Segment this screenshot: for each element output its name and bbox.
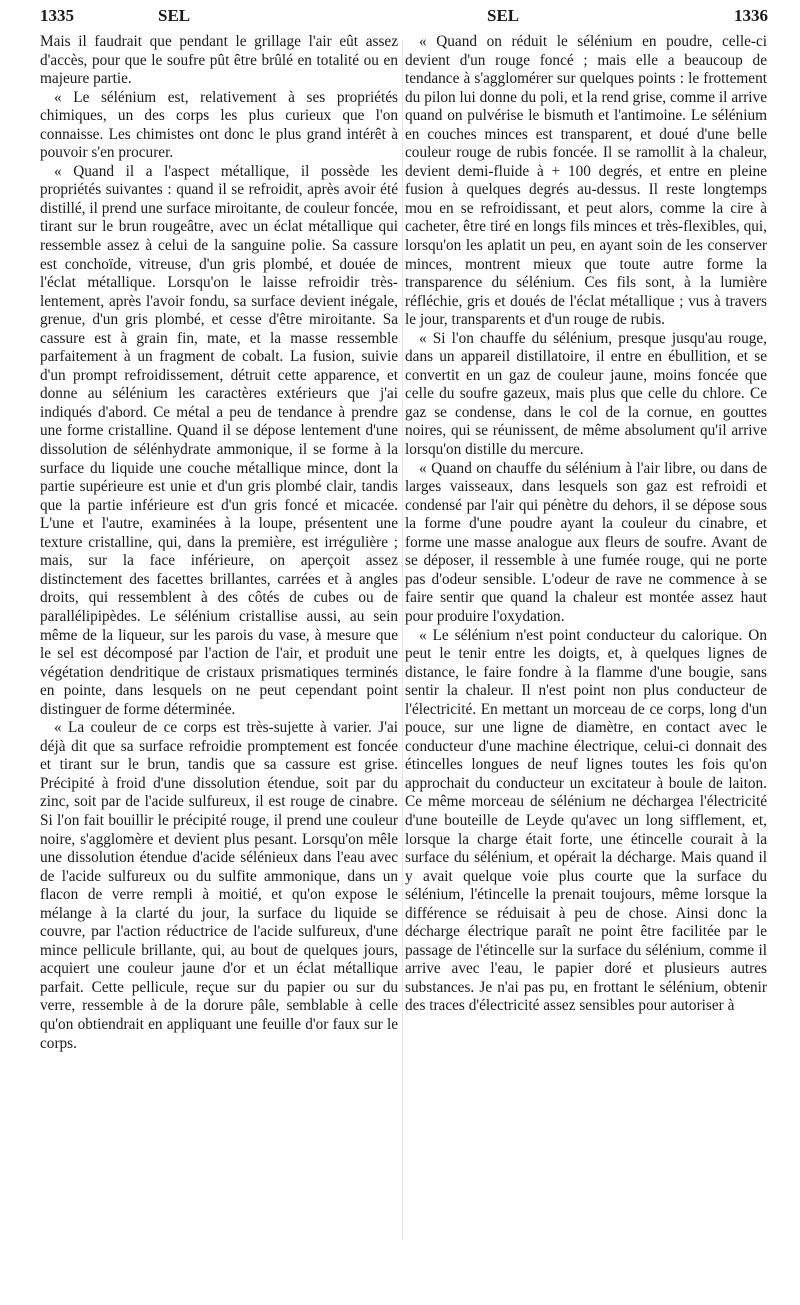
left-running-head: SEL <box>158 6 191 25</box>
paragraph: « Le sélénium est, relativement à ses propriétés chimiques, un des corps les plus curieux que l'on connaisse. Les chimistes ont donc le plus grand intérêt à pouvoir s'en procurer. <box>40 88 398 162</box>
paragraph: Mais il faudrait que pendant le grillage l'air eût assez d'accès, pour que le soufre pût être brûlé en totalité ou en majeure partie. <box>40 33 398 88</box>
right-page-number: 1336 <box>734 6 768 25</box>
running-header <box>40 6 768 32</box>
column-divider <box>402 40 403 1240</box>
paragraph: « Quand on chauffe du sélénium à l'air libre, ou dans de larges vaisseaux, dans lesquels son gaz est refroidi et condensé par l'air qui pénètre du dehors, il se dépose sous la forme d'une poudre ayant la couleur du cinabre, et forme une masse analogue aux fleurs de soufre. Avant de se déposer, il ressemble à une fumée rouge, qui ne porte pas d'odeur sensible. L'odeur de rave ne commence à se faire sentir que quand la chaleur est montée assez haut pour produire l'oxydation. <box>405 459 767 625</box>
right-column <box>405 33 767 1016</box>
paragraph: « La couleur de ce corps est très-sujette à varier. J'ai déjà dit que sa surface refroidie promptement est foncée et tirant sur le brun, tandis que sa cassure est grise. Précipité à froid d'une dissolution étendue, soit par du zinc, soit par de l'acide sulfureux, il est rouge de cinabre. Si l'on fait bouillir le précipité rouge, il prend une couleur noire, s'agglomère et devient plus pesant. Lorsqu'on mêle une dissolution étendue d'acide sélénieux dans l'eau avec de l'acide sulfureux ou du sulfite ammonique, dans un flacon de verre rempli à moitié, et qu'on expose le mélange à la clarté du jour, la surface du liquide se couvre, par l'action réductrice de l'acide sulfureux, d'une mince pellicule brillante, qui, au bout de quelques jours, acquiert une couleur jaune d'or et un éclat métallique parfait. Cette pellicule, reçue sur du papier ou sur du verre, ressemble à de la dorure pâle, semblable à celle qu'on obtiendrait en appliquant une feuille d'or faux sur le corps. <box>40 719 398 1052</box>
paragraph: « Si l'on chauffe du sélénium, presque jusqu'au rouge, dans un appareil distillatoire, il entre en ébullition, et se convertit en un gaz de couleur jaune, moins foncée que celle du soufre gazeux, mais plus que celle du chlore. Ce gaz se condense, dans le col de la cornue, en gouttes noires, qui se réunissent, de même absolument qu'il arrive lorsqu'on distille du mercure. <box>405 329 767 459</box>
left-page-number: 1335 <box>40 6 74 25</box>
right-running-head: SEL <box>487 6 520 25</box>
paragraph: « Quand on réduit le sélénium en poudre, celle-ci devient d'un rouge foncé ; mais elle a beaucoup de tendance à s'agglomérer sur quelques points : le frottement du pilon lui donne du poli, et la rend grise, comme il arrive quand on pulvérise le bismuth et l'antimoine. Le sélénium en couches minces est transparent, et doué d'une belle couleur rouge de rubis foncée. Il se ramollit à la chaleur, devient demi-fluide à + 100 degrés, et entre en pleine fusion à quelques degrés au-dessus. Il reste longtemps mou en se refroidissant, et peut alors, comme la cire à cacheter, être tiré en longs fils minces et très-flexibles, qui, lorsqu'on les aplatit un peu, en ayant soin de les conserver minces, montrent mieux que toute autre forme la transparence du sélénium. Ces fils sont, à la lumière réfléchie, gris et doués de l'éclat métallique ; vus à travers le jour, transparents et d'un rouge de rubis. <box>405 33 767 329</box>
left-column <box>40 33 398 1053</box>
paragraph: « Le sélénium n'est point conducteur du calorique. On peut le tenir entre les doigts, et, à quelques lignes de distance, le faire fondre à la flamme d'une bougie, sans sentir la chaleur. Il n'est point non plus conducteur de l'électricité. En mettant un morceau de ce corps, long d'un pouce, sur une ligne de diamètre, en contact avec le conducteur d'une machine électrique, celui-ci donnait des étincelles longues de neuf lignes toutes les fois qu'on approchait du conducteur un excitateur à boule de laiton. Ce même morceau de sélénium ne déchargea l'électricité d'une bouteille de Leyde qu'avec un long sifflement, et, lorsque la charge était forte, une étincelle courait à la surface du sélénium, et opérait la décharge. Mais quand il y avait quelque voie plus courte que la surface du sélénium, l'étincelle la prenait toujours, même lorsque la différence se réduisait à peu de chose. Ainsi donc la décharge électrique paraît ne point être facilitée par le passage de l'étincelle sur la surface du sélénium, comme il arrive avec l'eau, le papier doré et plusieurs autres substances. Je n'ai pas pu, en frottant le sélénium, obtenir des traces d'électricité assez sensibles pour autoriser à <box>405 626 767 1015</box>
paragraph: « Quand il a l'aspect métallique, il possède les propriétés suivantes : quand il se refroidit, après avoir été distillé, il prend une surface miroitante, de couleur foncée, tirant sur le brun rougeâtre, avec un éclat métallique qui ressemble assez à celui de la sanguine polie. Sa cassure est conchoïde, vitreuse, d'un gris plombé, et douée de l'éclat métallique. Lorsqu'on le laisse refroidir très-lentement, après l'avoir fondu, sa surface devient inégale, grenue, d'un gris plombé, et cesse d'être miroitante. Sa cassure est à grain fin, mate, et la masse ressemble parfaitement à un fragment de cobalt. La fusion, suivie d'un prompt refroidissement, détruit cette apparence, et donne au sélénium les caractères extérieurs que j'ai indiqués d'abord. Ce métal a peu de tendance à prendre une forme cristalline. Quand il se dépose lentement d'une dissolution de sélénhydrate ammonique, il se forme à la surface du liquide une couche métallique mince, dont la partie supérieure est unie et d'un gris plombé clair, tandis que la partie inférieure est d'un gris foncé et micacée. L'une et l'autre, examinées à la loupe, présentent une texture cristalline, qui, dans la première, est irrégulière ; mais, sur la face inférieure, on aperçoit assez distinctement des facettes brillantes, carrées et à angles droits, qui ressemblent à des côtés de cubes ou de parallélipipèdes. Le sélénium cristallise aussi, au sein même de la liqueur, sur les parois du vase, à mesure que le sel est décomposé par l'action de l'air, et produit une végétation dendritique de cristaux prismatiques terminés en pointe, dans lesquels on ne peut cependant point distinguer de forme déterminée. <box>40 162 398 718</box>
